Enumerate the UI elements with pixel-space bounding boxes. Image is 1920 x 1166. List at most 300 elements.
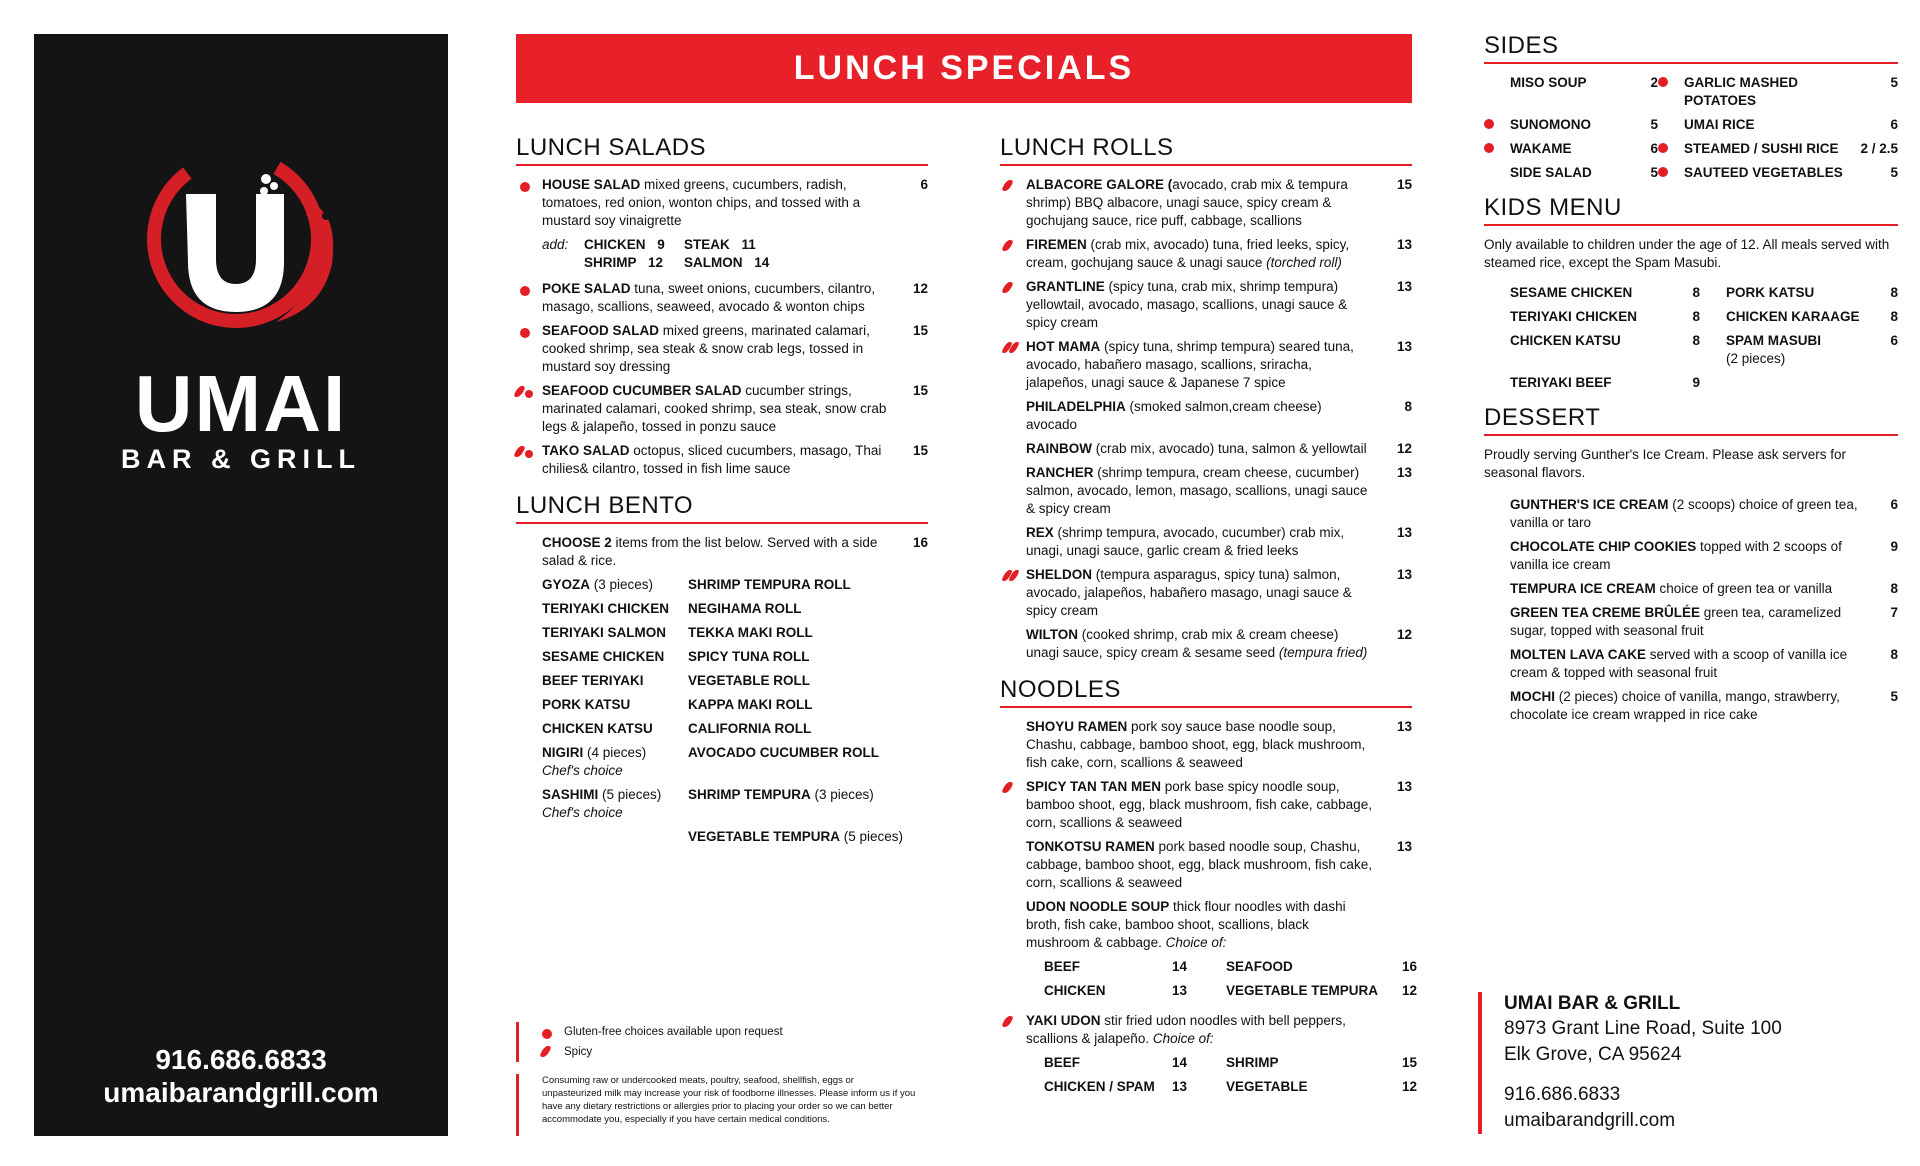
side-icon-cell	[1658, 164, 1684, 182]
item-name: RAINBOW	[1026, 441, 1092, 456]
menu-item	[1000, 718, 1412, 772]
item-price: 8	[1890, 581, 1898, 596]
item-desc: stir fried udon noodles with bell peppers, scallions & jalapeño.	[1026, 1013, 1346, 1046]
bento-option-left	[542, 828, 688, 846]
dessert-intro: Proudly serving Gunther's Ice Cream. Please ask servers for seasonal flavors.	[1484, 447, 1846, 480]
item-name: REX	[1026, 525, 1054, 540]
item-price: 13	[1396, 339, 1412, 354]
menu-item	[1484, 580, 1898, 598]
item-desc: mixed greens, marinated calamari, cooked shrimp, sea steak & snow crab legs, tossed in mustard soy dressing	[542, 323, 870, 374]
kids-list	[1484, 284, 1898, 392]
menu-item	[516, 382, 928, 436]
item-price: 13	[1396, 839, 1412, 854]
salad-addons	[516, 236, 928, 272]
menu-item	[1000, 898, 1412, 952]
contact-block	[1478, 992, 1898, 1134]
brand-subtitle: BAR & GRILL	[121, 444, 361, 474]
side-price: 5	[1650, 117, 1658, 132]
column-salads-bento	[516, 136, 928, 846]
kids-item-cell	[1726, 308, 1890, 326]
kids-item-name: PORK KATSU	[1726, 285, 1815, 300]
bento-option-name: TERIYAKI SALMON	[542, 625, 667, 640]
legend-spicy-text: Spicy	[564, 1046, 593, 1058]
gluten-free-icon	[1658, 77, 1668, 87]
panel-phone[interactable]: 916.686.6833	[155, 1044, 327, 1075]
item-name: ALBACORE GALORE (	[1026, 177, 1173, 192]
item-desc: choice of green tea or vanilla	[1655, 581, 1833, 596]
item-name: MOCHI	[1510, 689, 1555, 704]
addon-name: CHICKEN	[584, 237, 646, 252]
bento-option-name: SHRIMP TEMPURA ROLL	[688, 577, 851, 592]
item-name: HOT MAMA	[1026, 339, 1101, 354]
addon-price: 9	[657, 237, 665, 252]
item-name: UDON NOODLE SOUP	[1026, 899, 1170, 914]
addon-item	[684, 254, 804, 272]
spicy-icon	[1004, 1015, 1011, 1033]
kids-item-name: TERIYAKI BEEF	[1510, 375, 1612, 390]
addon-price: 14	[754, 255, 770, 270]
kids-item-note: (2 pieces)	[1726, 351, 1786, 366]
spicy-gluten-free-icon	[516, 445, 533, 463]
kids-intro: Only available to children under the age of 12. All meals served with steamed rice, except the Spam Masubi.	[1484, 237, 1890, 270]
item-price: 13	[1396, 237, 1412, 252]
choice-price: 15	[1402, 1055, 1418, 1070]
addon-price: 11	[741, 237, 756, 252]
menu-item	[1484, 496, 1898, 532]
kids-item-price: 6	[1890, 333, 1898, 348]
brand-name: UMAI	[134, 359, 348, 448]
bento-option-name: VEGETABLE TEMPURA	[688, 829, 841, 844]
menu-item	[1000, 464, 1412, 518]
bento-option-extra: (3 pieces)	[810, 787, 874, 802]
item-price: 6	[920, 177, 928, 192]
item-note: (torched roll)	[1266, 255, 1342, 270]
umai-logo-icon	[116, 134, 366, 334]
extra-spicy-icon	[1004, 341, 1018, 359]
menu-item	[1000, 398, 1412, 434]
addon-name: STEAK	[684, 237, 730, 252]
side-icon-cell	[1484, 74, 1510, 110]
side-price: 6	[1890, 117, 1898, 132]
item-price: 13	[1396, 465, 1412, 480]
choice-name: BEEF	[1044, 1055, 1081, 1070]
bento-option-name: VEGETABLE ROLL	[688, 673, 811, 688]
item-price: 15	[912, 443, 928, 458]
item-name: YAKI UDON	[1026, 1013, 1101, 1028]
kids-item-price: 9	[1692, 375, 1700, 390]
menu-item	[1000, 524, 1412, 560]
kids-item-name: CHICKEN KATSU	[1510, 333, 1621, 348]
kids-item-price: 8	[1890, 309, 1898, 324]
menu-item	[1484, 688, 1898, 724]
bento-option-extra: (3 pieces)	[590, 577, 654, 592]
bento-option-right	[688, 600, 908, 618]
item-desc: pork base spicy noodle soup, bamboo shoot, egg, black mushroom, fish cake, cabbage, corn, scallions & seaweed	[1026, 779, 1372, 830]
bento-option-name: SESAME CHICKEN	[542, 649, 665, 664]
choice-price: 13	[1172, 983, 1188, 998]
contact-address-line1: 8973 Grant Line Road, Suite 100	[1504, 1018, 1782, 1039]
section-title-kids: KIDS MENU	[1484, 196, 1898, 226]
item-price: 15	[1396, 177, 1412, 192]
menu-item	[1000, 176, 1412, 230]
section-title-bento: LUNCH BENTO	[516, 494, 928, 524]
bento-option-name: SPICY TUNA ROLL	[688, 649, 810, 664]
kids-spacer	[1484, 332, 1510, 368]
bento-option-name: AVOCADO CUCUMBER ROLL	[688, 745, 879, 760]
bento-option-right	[688, 786, 908, 822]
menu-item	[1000, 236, 1412, 272]
choice-name: SEAFOOD	[1226, 959, 1293, 974]
column-sides-kids-dessert	[1484, 34, 1898, 730]
side-icon-cell	[1484, 116, 1510, 134]
menu-item	[1000, 338, 1412, 392]
side-price: 5	[1650, 165, 1658, 180]
side-name: SIDE SALAD	[1510, 165, 1592, 180]
kids-spacer	[1700, 332, 1726, 368]
menu-item	[516, 442, 928, 478]
item-name: FIREMEN	[1026, 237, 1087, 252]
kids-spacer	[1484, 284, 1510, 302]
side-icon-cell	[1658, 140, 1684, 158]
section-title-rolls: LUNCH ROLLS	[1000, 136, 1412, 166]
bento-option-right	[688, 720, 908, 738]
side-name: STEAMED / SUSHI RICE	[1684, 141, 1839, 156]
addon-item	[584, 236, 684, 254]
item-desc: (cooked shrimp, crab mix & cream cheese) unagi sauce, spicy cream & sesame seed	[1026, 627, 1339, 660]
menu-item	[1000, 1012, 1412, 1048]
item-name: CHOCOLATE CHIP COOKIES	[1510, 539, 1697, 554]
bento-option-name: BEEF TERIYAKI	[542, 673, 644, 688]
bento-option-left	[542, 648, 688, 666]
item-desc: (smoked salmon,cream cheese) avocado	[1026, 399, 1322, 432]
addon-name: SHRIMP	[584, 255, 637, 270]
item-desc: (spicy tuna, shrimp tempura) seared tuna, avocado, habañero masago, scallions, sriracha, jalapeños, unagi sauce & Japanese 7 spice	[1026, 339, 1354, 390]
bento-option-name: SHRIMP TEMPURA	[688, 787, 811, 802]
menu-item	[516, 176, 928, 230]
addon-name: SALMON	[684, 255, 743, 270]
yaki-udon	[1000, 1012, 1412, 1048]
side-icon-cell	[1484, 164, 1510, 182]
bento-option-extra: (5 pieces)	[598, 787, 662, 802]
side-price: 6	[1650, 141, 1658, 156]
item-desc: green tea, caramelized sugar, topped with seasonal fruit	[1510, 605, 1842, 638]
kids-item-price: 8	[1692, 309, 1700, 324]
item-price: 12	[1396, 627, 1412, 642]
kids-item-name: SPAM MASUBI	[1726, 333, 1822, 348]
bento-option-right	[688, 576, 908, 594]
choice-price: 14	[1172, 1055, 1188, 1070]
addons-label	[542, 254, 584, 272]
bento-option-note: Chef's choice	[542, 763, 623, 778]
item-desc: (crab mix, avocado) tuna, salmon & yellowtail	[1092, 441, 1367, 456]
panel-website[interactable]: umaibarandgrill.com	[103, 1077, 379, 1108]
gluten-free-icon	[1484, 119, 1494, 129]
kids-item-price: 8	[1890, 285, 1898, 300]
side-icon-cell	[1658, 74, 1684, 110]
item-name: SHOYU RAMEN	[1026, 719, 1128, 734]
item-desc: (tempura asparagus, spicy tuna) salmon, avocado, jalapeños, habañero masago, unagi sauce & spicy cream	[1026, 567, 1352, 618]
contact-phone[interactable]: 916.686.6833	[1504, 1084, 1621, 1105]
kids-item-cell	[1726, 284, 1890, 302]
gluten-free-icon	[520, 325, 530, 343]
side-price: 2 / 2.5	[1860, 141, 1898, 156]
choice-name: BEEF	[1044, 959, 1081, 974]
kids-item-cell	[1726, 374, 1890, 392]
item-name: GUNTHER'S ICE CREAM	[1510, 497, 1669, 512]
item-price: 13	[1396, 779, 1412, 794]
spicy-icon	[540, 1044, 552, 1059]
item-price: 6	[1890, 497, 1898, 512]
spicy-icon	[1004, 281, 1011, 299]
item-name: SEAFOOD SALAD	[542, 323, 660, 338]
bento-option-left	[542, 600, 688, 618]
choice-name: VEGETABLE TEMPURA	[1226, 983, 1379, 998]
salads-list	[516, 176, 928, 478]
choice-name: CHICKEN / SPAM	[1044, 1079, 1155, 1094]
bento-option-left	[542, 744, 688, 780]
addon-item	[684, 236, 804, 254]
bento-option-left	[542, 786, 688, 822]
item-desc: cucumber strings, marinated calamari, cooked shrimp, sea steak, snow crab legs & jalapeño, tossed in ponzu sauce	[542, 383, 887, 434]
item-name: SEAFOOD CUCUMBER SALAD	[542, 383, 742, 398]
bento-option-right	[688, 696, 908, 714]
bento-option-right	[688, 648, 908, 666]
brand-panel	[34, 34, 448, 1136]
choice-price: 16	[1402, 959, 1418, 974]
item-price: 13	[1396, 525, 1412, 540]
choice-name: SHRIMP	[1226, 1055, 1279, 1070]
side-price: 5	[1890, 75, 1898, 90]
choice-price: 12	[1402, 1079, 1418, 1094]
item-desc: tuna, sweet onions, cucumbers, cilantro, masago, scallions, seaweed, avocado & wonton chips	[542, 281, 876, 314]
kids-item-price: 8	[1692, 333, 1700, 348]
udon-choices	[1000, 958, 1418, 1000]
side-name: MISO SOUP	[1510, 75, 1587, 90]
gluten-free-icon	[520, 179, 530, 197]
side-icon-cell	[1484, 140, 1510, 158]
item-price: 15	[912, 383, 928, 398]
section-title-salads: LUNCH SALADS	[516, 136, 928, 166]
spicy-gluten-free-icon	[516, 385, 533, 403]
bento-option-name: CHICKEN KATSU	[542, 721, 653, 736]
bento-option-left	[542, 720, 688, 738]
bento-option-note: Chef's choice	[542, 805, 623, 820]
bento-options	[516, 576, 928, 846]
kids-spacer	[1700, 308, 1726, 326]
menu-item	[1484, 604, 1898, 640]
menu-item	[1000, 778, 1412, 832]
legend	[516, 1022, 926, 1062]
item-price: 12	[1396, 441, 1412, 456]
bento-option-left	[542, 576, 688, 594]
kids-spacer	[1484, 308, 1510, 326]
gluten-free-icon	[542, 1029, 552, 1039]
section-title-sides: SIDES	[1484, 34, 1898, 64]
contact-name: UMAI BAR & GRILL	[1504, 993, 1681, 1014]
gluten-free-icon	[1484, 143, 1494, 153]
item-price: 8	[1404, 399, 1412, 414]
bento-choose	[516, 534, 928, 570]
side-name: GARLIC MASHED POTATOES	[1684, 75, 1798, 108]
gluten-free-icon	[520, 283, 530, 301]
bento-option-name: NEGIHAMA ROLL	[688, 601, 802, 616]
side-price: 5	[1890, 165, 1898, 180]
addons-label: add:	[542, 237, 569, 252]
gluten-free-icon	[1658, 143, 1668, 153]
item-price: 12	[912, 281, 928, 296]
spicy-icon	[1004, 781, 1011, 799]
item-name: GRANTLINE	[1026, 279, 1105, 294]
menu-item	[1000, 278, 1412, 332]
bento-option-left	[542, 696, 688, 714]
legend-gluten-free-text: Gluten-free choices available upon request	[564, 1026, 783, 1038]
kids-spacer	[1700, 284, 1726, 302]
bento-option-name: SASHIMI	[542, 787, 599, 802]
noodles-list	[1000, 718, 1412, 952]
item-name: TAKO SALAD	[542, 443, 630, 458]
item-name: WILTON	[1026, 627, 1078, 642]
rolls-list	[1000, 176, 1412, 662]
item-name: PHILADELPHIA	[1026, 399, 1126, 414]
menu-item	[1484, 646, 1898, 682]
bento-choose-label: CHOOSE 2	[542, 535, 612, 550]
kids-item-cell	[1510, 332, 1672, 368]
menu-item	[1000, 838, 1412, 892]
item-price: 13	[1396, 567, 1412, 582]
item-desc: topped with 2 scoops of vanilla ice cream	[1510, 539, 1842, 572]
contact-address-line2: Elk Grove, CA 95624	[1504, 1044, 1682, 1065]
legend-gluten-free	[516, 1022, 926, 1042]
side-name: SAUTEED VEGETABLES	[1684, 165, 1843, 180]
bento-option-right	[688, 744, 908, 780]
item-price: 9	[1890, 539, 1898, 554]
bento-option-name: GYOZA	[542, 577, 591, 592]
menu-item	[1484, 538, 1898, 574]
bento-option-extra: (4 pieces)	[583, 745, 647, 760]
legend-spicy	[516, 1042, 926, 1062]
kids-item-cell	[1510, 374, 1672, 392]
bento-option-name: TEKKA MAKI ROLL	[688, 625, 813, 640]
item-desc: served with a scoop of vanilla ice cream & topped with seasonal fruit	[1510, 647, 1848, 680]
item-note: (tempura fried)	[1278, 645, 1368, 660]
item-name: GREEN TEA CREME BRÛLÉE	[1510, 605, 1701, 620]
item-name: RANCHER	[1026, 465, 1094, 480]
kids-item-name: CHICKEN KARAAGE	[1726, 309, 1860, 324]
item-price: 13	[1396, 279, 1412, 294]
item-desc: (2 pieces) choice of vanilla, mango, strawberry, chocolate ice cream wrapped in rice cake	[1510, 689, 1840, 722]
column-rolls-noodles	[1000, 134, 1418, 1108]
kids-item-name: TERIYAKI CHICKEN	[1510, 309, 1638, 324]
kids-item-price	[1890, 374, 1898, 392]
sides-list	[1484, 74, 1898, 182]
item-desc: (2 scoops) choice of green tea, vanilla or taro	[1510, 497, 1858, 530]
disclaimer	[516, 1074, 916, 1126]
bento-option-name: CALIFORNIA ROLL	[688, 721, 812, 736]
kids-spacer	[1700, 374, 1726, 392]
extra-spicy-icon	[1004, 569, 1018, 587]
item-price: 8	[1890, 647, 1898, 662]
item-desc: pork based noodle soup, Chashu, cabbage, bamboo shoot, egg, black mushroom, fish cake, corn, scallions & seaweed	[1026, 839, 1372, 890]
menu-item	[1000, 626, 1412, 662]
bento-option-left	[542, 672, 688, 690]
item-price: 13	[1396, 719, 1412, 734]
addon-item	[584, 254, 684, 272]
lunch-specials-banner: LUNCH SPECIALS	[516, 34, 1412, 103]
item-name: TONKOTSU RAMEN	[1026, 839, 1155, 854]
item-name: SPICY TAN TAN MEN	[1026, 779, 1162, 794]
choice-name: VEGETABLE	[1226, 1079, 1308, 1094]
item-desc: pork soy sauce base noodle soup, Chashu, cabbage, bamboo shoot, egg, black mushroom, fish cake, corn, scallions & seaweed	[1026, 719, 1366, 770]
kids-item-price: 8	[1692, 285, 1700, 300]
gluten-free-icon	[1658, 167, 1668, 177]
side-name: UMAI RICE	[1684, 117, 1755, 132]
contact-website[interactable]: umaibarandgrill.com	[1504, 1110, 1676, 1131]
choice-price: 12	[1402, 983, 1418, 998]
item-name: HOUSE SALAD	[542, 177, 641, 192]
bento-option-left	[542, 624, 688, 642]
item-name: SHELDON	[1026, 567, 1093, 582]
item-desc: (shrimp tempura, cream cheese, cucumber) salmon, avocado, lemon, masago, scallions, unagi sauce & spicy cream	[1026, 465, 1368, 516]
item-price: 15	[912, 323, 928, 338]
bento-choose-desc: items from the list below. Served with a side salad & rice.	[542, 535, 878, 568]
kids-item-cell	[1510, 308, 1672, 326]
item-name: TEMPURA ICE CREAM	[1510, 581, 1656, 596]
kids-item-cell	[1510, 284, 1672, 302]
choice-price: 13	[1172, 1079, 1188, 1094]
dessert-list	[1484, 496, 1898, 724]
bento-option-extra: (5 pieces)	[840, 829, 904, 844]
kids-item-name: SESAME CHICKEN	[1510, 285, 1633, 300]
choice-name: CHICKEN	[1044, 983, 1106, 998]
addon-price: 12	[648, 255, 664, 270]
item-name: POKE SALAD	[542, 281, 631, 296]
spicy-icon	[1004, 239, 1011, 257]
side-name: WAKAME	[1510, 141, 1572, 156]
menu-item	[1000, 566, 1412, 620]
bento-option-right	[688, 828, 908, 846]
menu-item	[1000, 440, 1412, 458]
item-desc: mixed greens, cucumbers, radish, tomatoes, red onion, wonton chips, and tossed with a mustard soy vinaigrette	[542, 177, 861, 228]
disclaimer-text: Consuming raw or undercooked meats, poultry, seafood, shellfish, eggs or unpasteurized milk may increase your risk of foodborne illnesses. Please inform us if you have any dietary restrictions or allergies prior to placing your order so we can better accommodate you, especially if you have certain medical conditions.	[542, 1075, 916, 1125]
bento-option-name: KAPPA MAKI ROLL	[688, 697, 813, 712]
bento-option-name: NIGIRI	[542, 745, 584, 760]
item-desc: (shrimp tempura, avocado, cucumber) crab mix, unagi, unagi sauce, garlic cream & fried leeks	[1026, 525, 1345, 558]
item-desc: octopus, sliced cucumbers, masago, Thai chilies& cilantro, tossed in fish lime sauce	[542, 443, 882, 476]
bento-option-name: PORK KATSU	[542, 697, 631, 712]
item-desc: thick flour noodles with dashi broth, fish cake, bamboo shoot, scallions, black mushroom & cabbage.	[1026, 899, 1346, 950]
item-name: MOLTEN LAVA CAKE	[1510, 647, 1646, 662]
section-title-noodles: NOODLES	[1000, 678, 1412, 708]
section-title-dessert: DESSERT	[1484, 406, 1898, 436]
menu-item	[516, 322, 928, 376]
item-desc: avocado, crab mix & tempura shrimp) BBQ albacore, unagi sauce, spicy cream & gochujang sauce, rice puff, cabbage, scallions	[1026, 177, 1348, 228]
bento-option-right	[688, 624, 908, 642]
side-icon-cell	[1658, 116, 1684, 134]
side-name: SUNOMONO	[1510, 117, 1591, 132]
item-price: 7	[1890, 605, 1898, 620]
bento-option-right	[688, 672, 908, 690]
item-note: Choice of:	[1152, 1031, 1214, 1046]
item-desc: (spicy tuna, crab mix, shrimp tempura) yellowtail, avocado, masago, scallions, unagi sauce & spicy cream	[1026, 279, 1348, 330]
spicy-icon	[1004, 179, 1011, 197]
bento-option-name: TERIYAKI CHICKEN	[542, 601, 670, 616]
choice-price: 14	[1172, 959, 1188, 974]
side-price: 2	[1650, 75, 1658, 90]
item-note: Choice of:	[1165, 935, 1227, 950]
menu-item	[516, 280, 928, 316]
yaki-choices	[1000, 1054, 1418, 1096]
kids-item-cell	[1726, 332, 1890, 368]
